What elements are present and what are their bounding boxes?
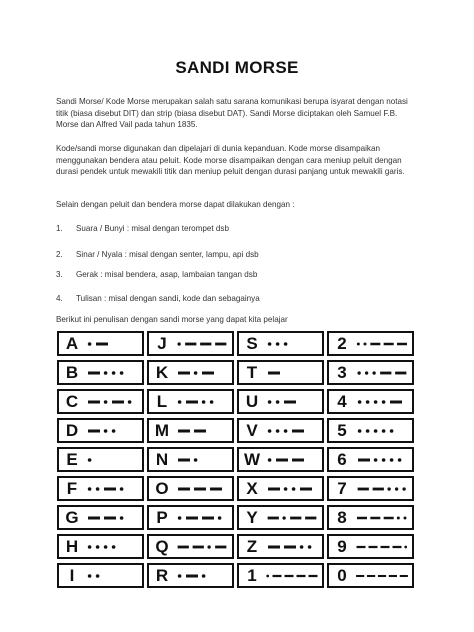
- morse-dash: [276, 459, 288, 462]
- morse-dash: [88, 401, 100, 404]
- morse-dash: [370, 517, 380, 520]
- morse-code: [82, 536, 142, 557]
- morse-dash: [178, 430, 190, 433]
- morse-dash: [309, 575, 318, 577]
- morse-code: [262, 420, 322, 441]
- morse-dash: [390, 401, 402, 404]
- morse-dash: [273, 575, 282, 577]
- morse-dot: [194, 458, 198, 462]
- morse-dot: [364, 343, 367, 346]
- morse-dot: [120, 371, 124, 375]
- morse-dot: [112, 545, 116, 549]
- morse-dash: [285, 575, 294, 577]
- morse-dot: [218, 516, 222, 520]
- morse-dot: [382, 400, 386, 404]
- morse-cell: [237, 505, 324, 530]
- morse-dash: [186, 517, 198, 520]
- intro-paragraph: Sandi Morse/ Kode Morse merupakan salah satu sarana komunikasi berupa isyarat dengan notasi titik (biasa disebut DIT) dan strip (biasa disebut DAT). Sandi Morse diciptakan oleh Samuel F.B. Morse dan Alfred Vail pada tahun 1835.: [56, 97, 408, 130]
- morse-code: [82, 565, 142, 586]
- morse-dash: [178, 488, 190, 491]
- morse-dash: [178, 372, 190, 375]
- morse-character: 4: [337, 392, 347, 411]
- morse-character: M: [154, 421, 170, 440]
- morse-character: A: [65, 334, 79, 353]
- morse-dot: [357, 343, 360, 346]
- morse-code: [262, 536, 322, 557]
- morse-dot: [120, 487, 124, 491]
- morse-cell: [147, 360, 234, 385]
- morse-dash: [268, 372, 280, 375]
- morse-dash: [215, 546, 226, 549]
- morse-cell: [237, 418, 324, 443]
- morse-character: W: [243, 450, 261, 469]
- morse-dot: [390, 458, 394, 462]
- morse-cell: [237, 563, 324, 588]
- morse-code: [82, 362, 142, 383]
- morse-code: [262, 478, 322, 499]
- morse-dot: [390, 429, 394, 433]
- document-title: SANDI MORSE: [175, 58, 299, 77]
- morse-dash: [381, 546, 390, 548]
- morse-cell: [57, 476, 144, 501]
- morse-dot: [357, 371, 360, 374]
- list-item: [56, 294, 260, 303]
- morse-character: F: [66, 479, 78, 498]
- morse-code: [352, 449, 412, 470]
- morse-dash: [369, 546, 378, 548]
- morse-dash: [88, 517, 100, 520]
- morse-character: L: [156, 392, 168, 411]
- morse-cell: [327, 360, 414, 385]
- morse-dot: [372, 371, 375, 374]
- morse-character: 5: [337, 421, 347, 440]
- morse-dash: [194, 430, 206, 433]
- morse-dot: [284, 487, 288, 491]
- morse-cell: [147, 505, 234, 530]
- list-text: Tulisan : misal dengan sandi, kode dan sebagainya: [76, 294, 260, 303]
- morse-dot: [178, 400, 182, 404]
- morse-cell: [327, 447, 414, 472]
- morse-cell: [237, 331, 324, 356]
- methods-intro: Selain dengan peluit dan bendera morse dapat dilakukan dengan :: [56, 200, 295, 209]
- morse-character: J: [157, 334, 167, 353]
- morse-cell: [57, 331, 144, 356]
- morse-dash: [380, 372, 391, 375]
- morse-dash: [290, 517, 301, 520]
- morse-dot: [284, 429, 288, 433]
- morse-dash: [358, 459, 370, 462]
- morse-dash: [378, 575, 386, 577]
- morse-code: [82, 391, 142, 412]
- morse-cell: [237, 360, 324, 385]
- morse-dash: [178, 459, 190, 462]
- morse-dash: [357, 517, 367, 520]
- morse-dot: [366, 400, 370, 404]
- morse-cell: [57, 534, 144, 559]
- morse-dash: [104, 488, 116, 491]
- morse-character: 0: [337, 566, 347, 585]
- morse-dash: [210, 488, 222, 491]
- morse-dash: [186, 575, 198, 578]
- morse-dot: [374, 429, 378, 433]
- table-intro: Berikut ini penulisan dengan sandi morse yang dapat kita pelajar: [56, 315, 288, 324]
- morse-code: [262, 449, 322, 470]
- morse-code: [172, 536, 232, 557]
- morse-dot: [397, 517, 400, 520]
- morse-dash: [194, 488, 206, 491]
- morse-character: I: [69, 566, 75, 585]
- morse-dot: [210, 400, 214, 404]
- morse-character: K: [155, 363, 169, 382]
- morse-cell: [147, 534, 234, 559]
- morse-dot: [276, 400, 280, 404]
- morse-cell: [237, 476, 324, 501]
- morse-code: [262, 362, 322, 383]
- morse-dash: [297, 575, 306, 577]
- morse-cell: [327, 331, 414, 356]
- morse-dot: [88, 342, 92, 346]
- list-item: [56, 224, 229, 233]
- morse-dash: [292, 430, 304, 433]
- morse-character: T: [246, 363, 258, 382]
- morse-cell: [147, 476, 234, 501]
- morse-dash: [185, 343, 196, 346]
- morse-dot: [268, 342, 272, 346]
- morse-dash: [384, 517, 394, 520]
- morse-cell: [57, 563, 144, 588]
- morse-cell: [147, 418, 234, 443]
- usage-paragraph: Kode/sandi morse digunakan dan dipelajari di dunia kepanduan. Kode morse disampaikan menggunakan bendera atau peluit. Kode morse disampaikan dengan cara meniup peluit dengan durasi pendek untuk mewakili titik dan meniup peluit dengan durasi panjang untuk mewakili garis.: [56, 144, 405, 177]
- list-number: 2.: [56, 250, 63, 259]
- morse-character: S: [246, 334, 258, 353]
- morse-dash: [357, 546, 366, 548]
- morse-dot: [178, 574, 182, 578]
- morse-dot: [268, 429, 272, 433]
- morse-dot: [88, 458, 92, 462]
- morse-dot: [365, 371, 368, 374]
- morse-dash: [112, 401, 124, 404]
- morse-dash: [356, 575, 364, 577]
- morse-dot: [268, 458, 272, 462]
- morse-dot: [104, 400, 108, 404]
- morse-dot: [120, 516, 124, 520]
- morse-code: [262, 565, 322, 586]
- morse-character: O: [155, 479, 169, 498]
- morse-dot: [104, 545, 108, 549]
- list-item: [56, 270, 257, 279]
- morse-dash: [96, 343, 108, 346]
- morse-dash: [389, 575, 397, 577]
- morse-dash: [215, 343, 226, 346]
- morse-code: [82, 507, 142, 528]
- morse-code: [352, 333, 412, 354]
- morse-dot: [395, 487, 398, 490]
- morse-dot: [402, 487, 405, 490]
- morse-character: 8: [337, 508, 347, 527]
- morse-dash: [178, 546, 189, 549]
- morse-dash: [202, 517, 214, 520]
- morse-cell: [147, 563, 234, 588]
- morse-dot: [128, 400, 132, 404]
- morse-cell: [147, 389, 234, 414]
- morse-dot: [88, 545, 92, 549]
- morse-cell: [327, 505, 414, 530]
- morse-dash: [373, 488, 384, 491]
- morse-code: [172, 362, 232, 383]
- morse-dash: [268, 488, 280, 491]
- morse-dash: [397, 343, 407, 346]
- morse-code: [262, 507, 322, 528]
- morse-dot: [96, 545, 100, 549]
- morse-character: 7: [337, 479, 347, 498]
- morse-dash: [305, 517, 316, 520]
- morse-dot: [276, 342, 280, 346]
- morse-cell: [57, 505, 144, 530]
- morse-dot: [177, 342, 180, 345]
- morse-dot: [382, 429, 386, 433]
- morse-character: Z: [246, 537, 258, 556]
- morse-dash: [202, 372, 214, 375]
- morse-character: V: [246, 421, 258, 440]
- morse-character: Q: [155, 537, 169, 556]
- morse-code: [352, 362, 412, 383]
- morse-character: P: [156, 508, 168, 527]
- morse-character: X: [246, 479, 258, 498]
- list-number: 1.: [56, 224, 63, 233]
- morse-cell: [147, 331, 234, 356]
- morse-dot: [398, 458, 402, 462]
- morse-code: [82, 333, 142, 354]
- morse-dot: [282, 516, 285, 519]
- morse-character: 3: [337, 363, 347, 382]
- morse-dot: [387, 487, 390, 490]
- morse-dash: [284, 401, 296, 404]
- morse-dot: [404, 517, 407, 520]
- morse-character: 9: [337, 537, 347, 556]
- morse-dot: [112, 429, 116, 433]
- morse-character: D: [65, 421, 79, 440]
- morse-dash: [88, 430, 100, 433]
- morse-code: [172, 565, 232, 586]
- morse-character: H: [65, 537, 79, 556]
- morse-dot: [276, 429, 280, 433]
- morse-cell: [57, 389, 144, 414]
- morse-dash: [384, 343, 394, 346]
- morse-character: G: [65, 508, 79, 527]
- morse-cell: [327, 418, 414, 443]
- morse-cell: [57, 418, 144, 443]
- morse-dot: [104, 371, 108, 375]
- morse-dash: [186, 401, 198, 404]
- morse-dot: [194, 371, 198, 375]
- morse-code: [352, 536, 412, 557]
- morse-character: N: [155, 450, 169, 469]
- morse-code: [172, 333, 232, 354]
- morse-dash: [200, 343, 211, 346]
- morse-dot: [358, 429, 362, 433]
- list-text: Sinar / Nyala : misal dengan senter, lampu, api dsb: [76, 250, 259, 259]
- morse-cell: [57, 447, 144, 472]
- morse-dot: [104, 429, 108, 433]
- morse-code: [262, 391, 322, 412]
- morse-dash: [358, 488, 369, 491]
- morse-dash: [284, 546, 296, 549]
- morse-cell: [237, 389, 324, 414]
- morse-character: U: [245, 392, 259, 411]
- morse-dot: [374, 458, 378, 462]
- morse-code: [352, 507, 412, 528]
- morse-character: C: [65, 392, 79, 411]
- morse-character: 2: [337, 334, 347, 353]
- list-number: 4.: [56, 294, 63, 303]
- morse-dot: [358, 400, 362, 404]
- morse-dash: [367, 575, 375, 577]
- morse-character: R: [155, 566, 169, 585]
- morse-dash: [268, 517, 279, 520]
- morse-code: [172, 449, 232, 470]
- morse-code: [172, 391, 232, 412]
- morse-dot: [96, 487, 100, 491]
- morse-dot: [284, 342, 288, 346]
- morse-character: B: [65, 363, 79, 382]
- morse-dot: [292, 487, 296, 491]
- morse-dash: [300, 488, 312, 491]
- morse-code: [262, 333, 322, 354]
- morse-dot: [404, 546, 407, 549]
- morse-dot: [382, 458, 386, 462]
- morse-dot: [88, 487, 92, 491]
- morse-code: [352, 420, 412, 441]
- morse-dot: [268, 400, 272, 404]
- list-text: Gerak : misal bendera, asap, lambaian tangan dsb: [76, 270, 258, 279]
- morse-dash: [393, 546, 402, 548]
- morse-dash: [268, 546, 280, 549]
- morse-dot: [88, 574, 92, 578]
- morse-code: [82, 420, 142, 441]
- morse-cell: [57, 360, 144, 385]
- morse-dash: [104, 517, 116, 520]
- morse-code: [82, 449, 142, 470]
- morse-code: [172, 420, 232, 441]
- morse-dash: [193, 546, 204, 549]
- morse-dot: [374, 400, 378, 404]
- list-item: [56, 250, 259, 259]
- morse-dot: [266, 575, 269, 578]
- morse-dot: [96, 574, 100, 578]
- morse-code: [172, 507, 232, 528]
- morse-cell: [327, 389, 414, 414]
- morse-dash: [292, 459, 304, 462]
- morse-dot: [300, 545, 304, 549]
- morse-character: E: [66, 450, 78, 469]
- morse-cell: [327, 476, 414, 501]
- morse-character: 6: [337, 450, 347, 469]
- morse-dot: [178, 516, 182, 520]
- morse-dot: [202, 574, 206, 578]
- list-number: 3.: [56, 270, 63, 279]
- morse-code: [352, 391, 412, 412]
- morse-code-table: [57, 331, 412, 585]
- morse-code: [352, 478, 412, 499]
- morse-cell: [147, 447, 234, 472]
- morse-dot: [112, 371, 116, 375]
- morse-character: 1: [247, 566, 257, 585]
- morse-dash: [400, 575, 408, 577]
- morse-code: [82, 478, 142, 499]
- morse-dot: [207, 545, 210, 548]
- list-text: Suara / Bunyi : misal dengan terompet dsb: [76, 224, 229, 233]
- morse-dash: [370, 343, 380, 346]
- morse-dot: [308, 545, 312, 549]
- morse-dash: [88, 372, 100, 375]
- morse-code: [172, 478, 232, 499]
- morse-dot: [202, 400, 206, 404]
- morse-cell: [327, 534, 414, 559]
- morse-cell: [237, 447, 324, 472]
- morse-cell: [237, 534, 324, 559]
- morse-code: [352, 565, 412, 586]
- morse-cell: [327, 563, 414, 588]
- morse-dash: [395, 372, 406, 375]
- morse-character: Y: [246, 508, 258, 527]
- morse-dot: [366, 429, 370, 433]
